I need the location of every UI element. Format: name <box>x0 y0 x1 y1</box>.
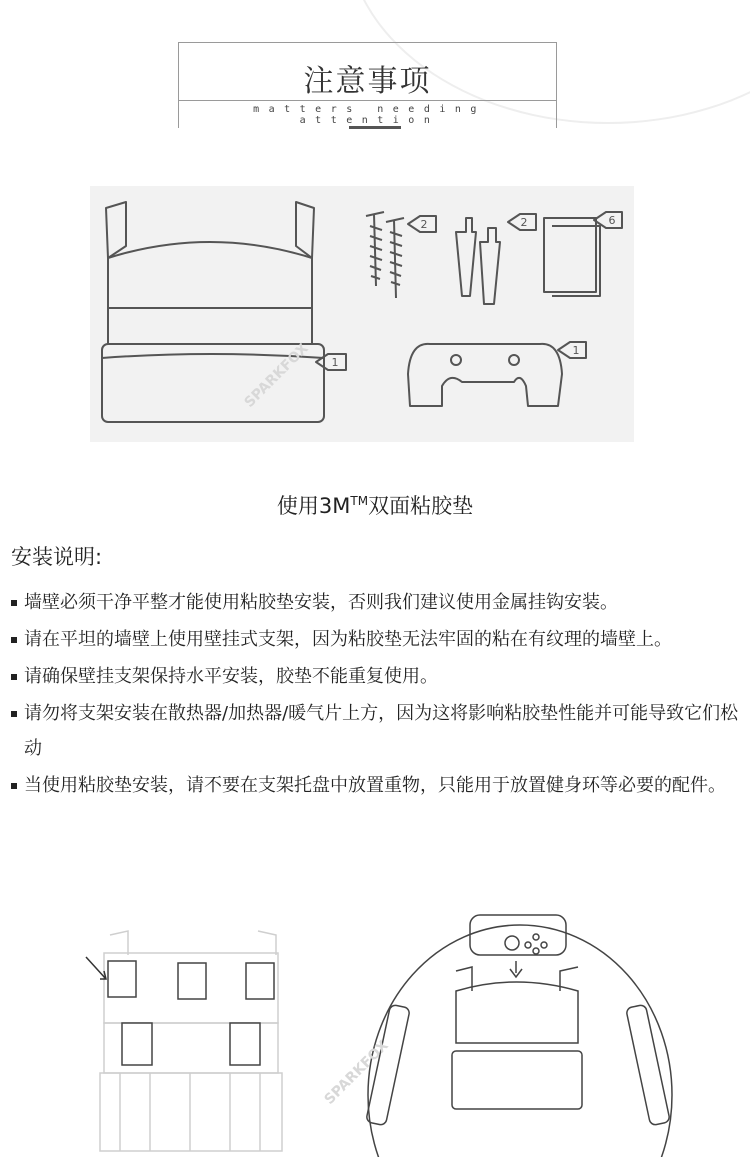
arrow-icon <box>86 957 106 979</box>
adhesive-pad-icon <box>108 961 274 1065</box>
list-item: 当使用粘胶垫安装，请不要在支架托盘中放置重物，只能用于放置健身环等必要的配件。 <box>11 768 741 803</box>
list-item: 墙壁必须干净平整才能使用粘胶垫安装，否则我们建议使用金属挂钩安装。 <box>11 585 741 620</box>
page-subtitle: matters needing attention <box>253 104 486 126</box>
part-count: 1 <box>572 344 580 357</box>
watermark: SPARKFOX <box>241 340 312 411</box>
bullet-icon <box>11 711 17 717</box>
part-count: 6 <box>608 214 616 227</box>
adhesive-caption: 使用3M™双面粘胶垫 <box>276 494 474 518</box>
bullet-icon <box>11 783 17 789</box>
header-top-line <box>179 42 556 43</box>
bullet-icon <box>11 674 17 680</box>
metal-hook-icon <box>408 344 562 406</box>
list-item: 请确保壁挂支架保持水平安装，胶垫不能重复使用。 <box>11 659 741 694</box>
part-count: 2 <box>520 216 528 229</box>
anchor-icon <box>480 228 500 304</box>
instructions-title: 安装说明: <box>11 545 103 569</box>
header-accent-bar <box>349 126 401 129</box>
instruction-list <box>11 585 741 805</box>
bullet-icon <box>11 600 17 606</box>
part-count: 2 <box>420 218 428 231</box>
list-item: 请勿将支架安装在散热器/加热器/暖气片上方，因为这将影响粘胶垫性能并可能导致它们松动 <box>11 696 741 766</box>
screw-icon <box>366 212 384 286</box>
bracket-back <box>108 242 312 308</box>
page-title: 注意事项 <box>303 64 432 99</box>
joycon-icon <box>470 915 566 955</box>
installation-diagram <box>0 895 750 1157</box>
adhesive-pad-icon <box>544 218 596 292</box>
part-count: 1 <box>331 356 339 369</box>
watermark: SPARKFOX <box>321 1037 392 1108</box>
parts-illustration <box>90 186 634 442</box>
bullet-icon <box>11 637 17 643</box>
list-item: 请在平坦的墙壁上使用壁挂式支架，因为粘胶垫无法牢固的粘在有纹理的墙壁上。 <box>11 622 741 657</box>
installation-illustration <box>0 895 750 1157</box>
header-divider <box>179 100 556 101</box>
section-header <box>178 42 557 128</box>
anchor-icon <box>456 218 476 296</box>
screw-icon <box>386 218 404 298</box>
ring-con-icon <box>368 925 672 1157</box>
parts-diagram <box>90 186 634 442</box>
